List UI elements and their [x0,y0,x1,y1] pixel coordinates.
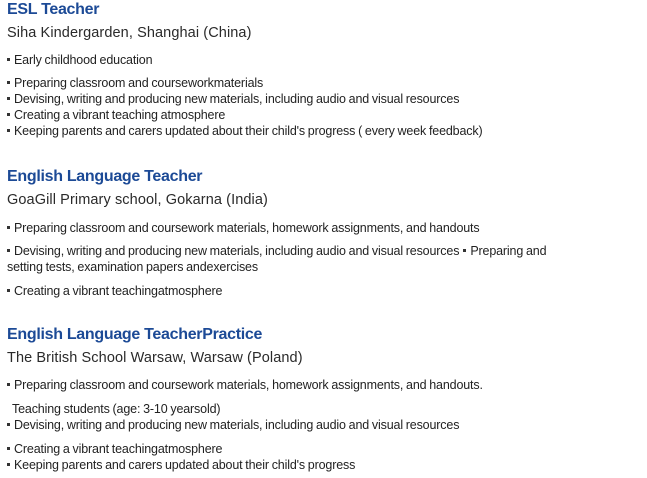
bullet-icon [7,463,10,466]
duty-text: Devising, writing and producing new materials, including audio and visual resources [14,244,460,258]
duty-text: Creating a vibrant teachingatmosphere [14,442,223,456]
job-title: ESL Teacher [7,1,100,18]
duty-continuation: setting tests, examination papers andexercises [7,260,258,274]
duty-item [7,108,225,122]
duty-continuation: Teaching students (age: 3-10 yearsold) [12,402,221,416]
duty-text: Creating a vibrant teaching atmosphere [14,108,226,122]
duty-text: Keeping parents and carers updated about their child's progress ( every week feedback) [14,124,483,138]
duty-text: Early childhood education [14,53,153,67]
duty-text: Devising, writing and producing new materials, including audio and visual resources [14,418,460,432]
duty-text: Preparing classroom and coursework materials, homework assignments, and handouts [14,221,480,235]
job-title: English Language Teacher [7,168,203,185]
duty-item [7,442,222,456]
bullet-icon [7,383,10,386]
bullet-icon [7,129,10,132]
duty-text: Keeping parents and carers updated about their child's progress [14,458,356,472]
bullet-icon [7,81,10,84]
bullet-icon [7,249,10,252]
job-organization: GoaGill Primary school, Gokarna (India) [7,192,268,208]
job-title: English Language TeacherPractice [7,326,263,343]
duty-item [7,458,355,472]
bullet-icon [7,226,10,229]
duty-item [7,244,546,258]
duty-item [7,124,483,138]
duty-text: Preparing classroom and courseworkmaterials [14,76,264,90]
job-organization: The British School Warsaw, Warsaw (Poland) [7,350,303,366]
duty-text: Creating a vibrant teachingatmosphere [14,284,223,298]
bullet-icon [7,447,10,450]
duty-item [7,92,459,106]
bullet-icon [463,249,466,252]
duty-item [7,378,483,392]
duty-text: Preparing classroom and coursework materials, homework assignments, and handouts. [14,378,483,392]
bullet-icon [7,97,10,100]
duty-text: Preparing and [470,244,547,258]
bullet-icon [7,289,10,292]
duty-text: Devising, writing and producing new materials, including audio and visual resources [14,92,460,106]
job-organization: Siha Kindergarden, Shanghai (China) [7,25,252,41]
bullet-icon [7,113,10,116]
duty-item [7,221,479,235]
duty-item [7,418,459,432]
duty-item [7,284,222,298]
duty-item [7,76,263,90]
bullet-icon [7,423,10,426]
bullet-icon [7,58,10,61]
duty-item [7,53,152,67]
